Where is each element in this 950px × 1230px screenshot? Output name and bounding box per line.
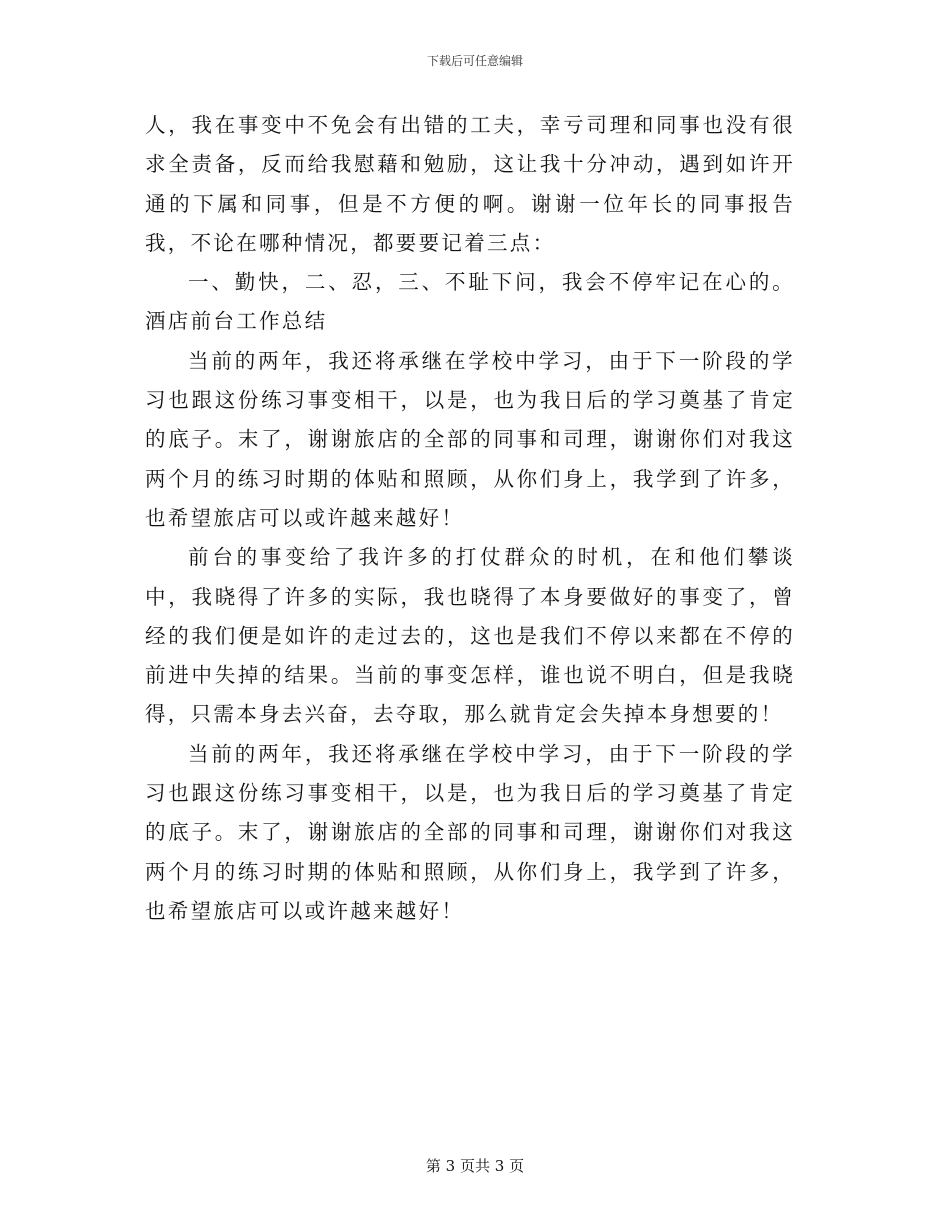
paragraph: 当前的两年，我还将承继在学校中学习，由于下一阶段的学习也跟这份练习事变相干，以是，也为我日后的学习奠基了肯定的底子。末了，谢谢旅店的全部的同事和司理，谢谢你们对我这两个月的练习时期的体贴和照顾，从你们身上，我学到了许多，也希望旅店可以或许越来越好！	[145, 741, 795, 923]
paragraph: 一、勤快，二、忍，三、不耻下问，我会不停牢记在心的。酒店前台工作总结	[145, 270, 795, 334]
page-footer: 第 3 页共 3 页	[425, 1157, 525, 1175]
paragraph: 当前的两年，我还将承继在学校中学习，由于下一阶段的学习也跟这份练习事变相干，以是，也为我日后的学习奠基了肯定的底子。末了，谢谢旅店的全部的同事和司理，谢谢你们对我这两个月的练习时期的体贴和照顾，从你们身上，我学到了许多，也希望旅店可以或许越来越好！	[145, 348, 795, 530]
paragraph-continuation: 人，我在事变中不免会有出错的工夫，幸亏司理和同事也没有很求全责备，反而给我慰藉和勉励，这让我十分冲动，遇到如许开通的下属和同事，但是不方便的啊。谢谢一位年长的同事报告我，不论在哪种情况，都要要记着三点：	[145, 113, 795, 255]
page-header: 下载后可任意编辑	[426, 54, 523, 68]
paragraph: 前台的事变给了我许多的打仗群众的时机，在和他们攀谈中，我晓得了许多的实际，我也晓得了本身要做好的事变了，曾经的我们便是如许的走过去的，这也是我们不停以来都在不停的前进中失掉的结果。当前的事变怎样，谁也说不明白，但是我晓得，只需本身去兴奋，去夺取，那么就肯定会失掉本身想要的！	[145, 545, 795, 727]
document-body	[145, 106, 795, 931]
